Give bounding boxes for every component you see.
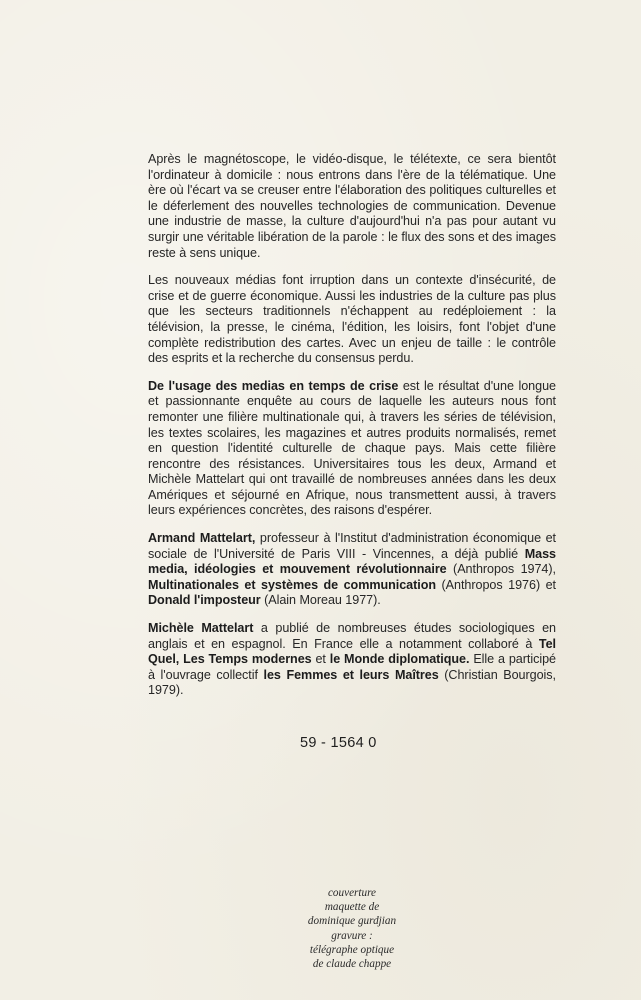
- author-michele-journals: Tel Quel, Les Temps modernes: [148, 636, 556, 667]
- paragraph-context-text: Les nouveaux médias font irruption dans un contexte d'insécurité, de crise et de guerre économique. Aussi les industries de la culture pas plus que les secteurs traditionnels n'échappent au redéploiement : la télévision, la presse, le cinéma, l'édition, les loisirs, font l'objet d'une complète redistribution des cartes. Avec un enjeu de taille : le contrôle des esprits et la recherche du consensus perdu.: [148, 273, 556, 366]
- catalog-number: 59 - 1564 0: [300, 735, 377, 751]
- cover-credits: [282, 886, 422, 971]
- author-michele-journal-3: le Monde diplomatique.: [329, 652, 470, 667]
- author-michele-text-1: a publié de nombreuses études sociologiques en anglais et en espagnol. En France elle a notamment collaboré à: [148, 621, 557, 651]
- credit-line: de claude chappe: [312, 958, 392, 971]
- author-armand-book-3: Donald l'imposteur: [148, 593, 261, 608]
- paragraph-author-armand: [148, 531, 556, 609]
- paragraph-intro-text: Après le magnétoscope, le vidéo-disque, le télétexte, ce sera bientôt l'ordinateur à domicile : nous entrons dans l'ère de la télématique. Une ère où l'écart va se creuser entre l'élaboration des politiques culturelles et le déferlement des nouvelles technologies de communication. Devenue une industrie de masse, la culture d'aujourd'hui n'a pas pour autant vu surgir une véritable libération de la parole : le flux des sons et des images reste à sens unique.: [148, 152, 556, 260]
- credit-line: dominique gurdjian: [307, 915, 397, 928]
- paragraph-intro: [148, 152, 556, 261]
- author-name-armand: Armand Mattelart,: [148, 531, 256, 546]
- paragraph-context: [148, 273, 556, 367]
- author-armand-book-1: Mass media, idéologies et mouvement révolutionnaire: [148, 546, 556, 577]
- author-armand-book-2: Multinationales et systèmes de communication: [148, 577, 437, 592]
- author-name-michele: Michèle Mattelart: [148, 621, 254, 636]
- author-michele-text-4: (Christian Bourgois, 1979).: [148, 667, 557, 698]
- author-michele-text-3: Elle a participé à l'ouvrage collectif: [148, 652, 556, 682]
- paragraph-author-michele: [148, 621, 556, 699]
- credit-line: télégraphe optique: [309, 943, 395, 956]
- credit-line: gravure :: [331, 929, 373, 942]
- book-title: De l'usage des medias en temps de crise: [148, 378, 399, 393]
- credit-line: couverture: [327, 887, 377, 899]
- author-michele-text-2: et: [311, 652, 330, 667]
- author-armand-text-1: professeur à l'Institut d'administration économique et sociale de l'Université de Paris VIII - Vincennes, a déjà publié: [148, 531, 556, 561]
- book-summary-text: est le résultat d'une longue et passionnante enquête au cours de laquelle les auteurs nous font remonter une filière multinationale qui, à travers les séries de télévision, les textes scolaires, les magazines et autres produits normalisés, remet en question l'identité culturelle de chaque pays. Mais cette filière rencontre des résistances. Universitaires tous les deux, Armand et Michèle Mattelart qui ont travaillé de nombreuses années dans les deux Amériques et séjourné en Afrique, nous transmettent aussi, à travers leurs expériences concrètes, des raisons d'espérer.: [148, 378, 556, 518]
- credit-line: maquette de: [324, 901, 380, 914]
- author-michele-book: les Femmes et leurs Maîtres: [263, 667, 439, 682]
- paragraph-book-summary: [148, 379, 556, 519]
- author-armand-text-4: (Alain Moreau 1977).: [260, 593, 381, 608]
- blurb-text: [148, 152, 556, 711]
- author-armand-text-3: (Anthropos 1976) et: [436, 577, 556, 592]
- author-armand-text-2: (Anthropos 1974),: [446, 562, 556, 577]
